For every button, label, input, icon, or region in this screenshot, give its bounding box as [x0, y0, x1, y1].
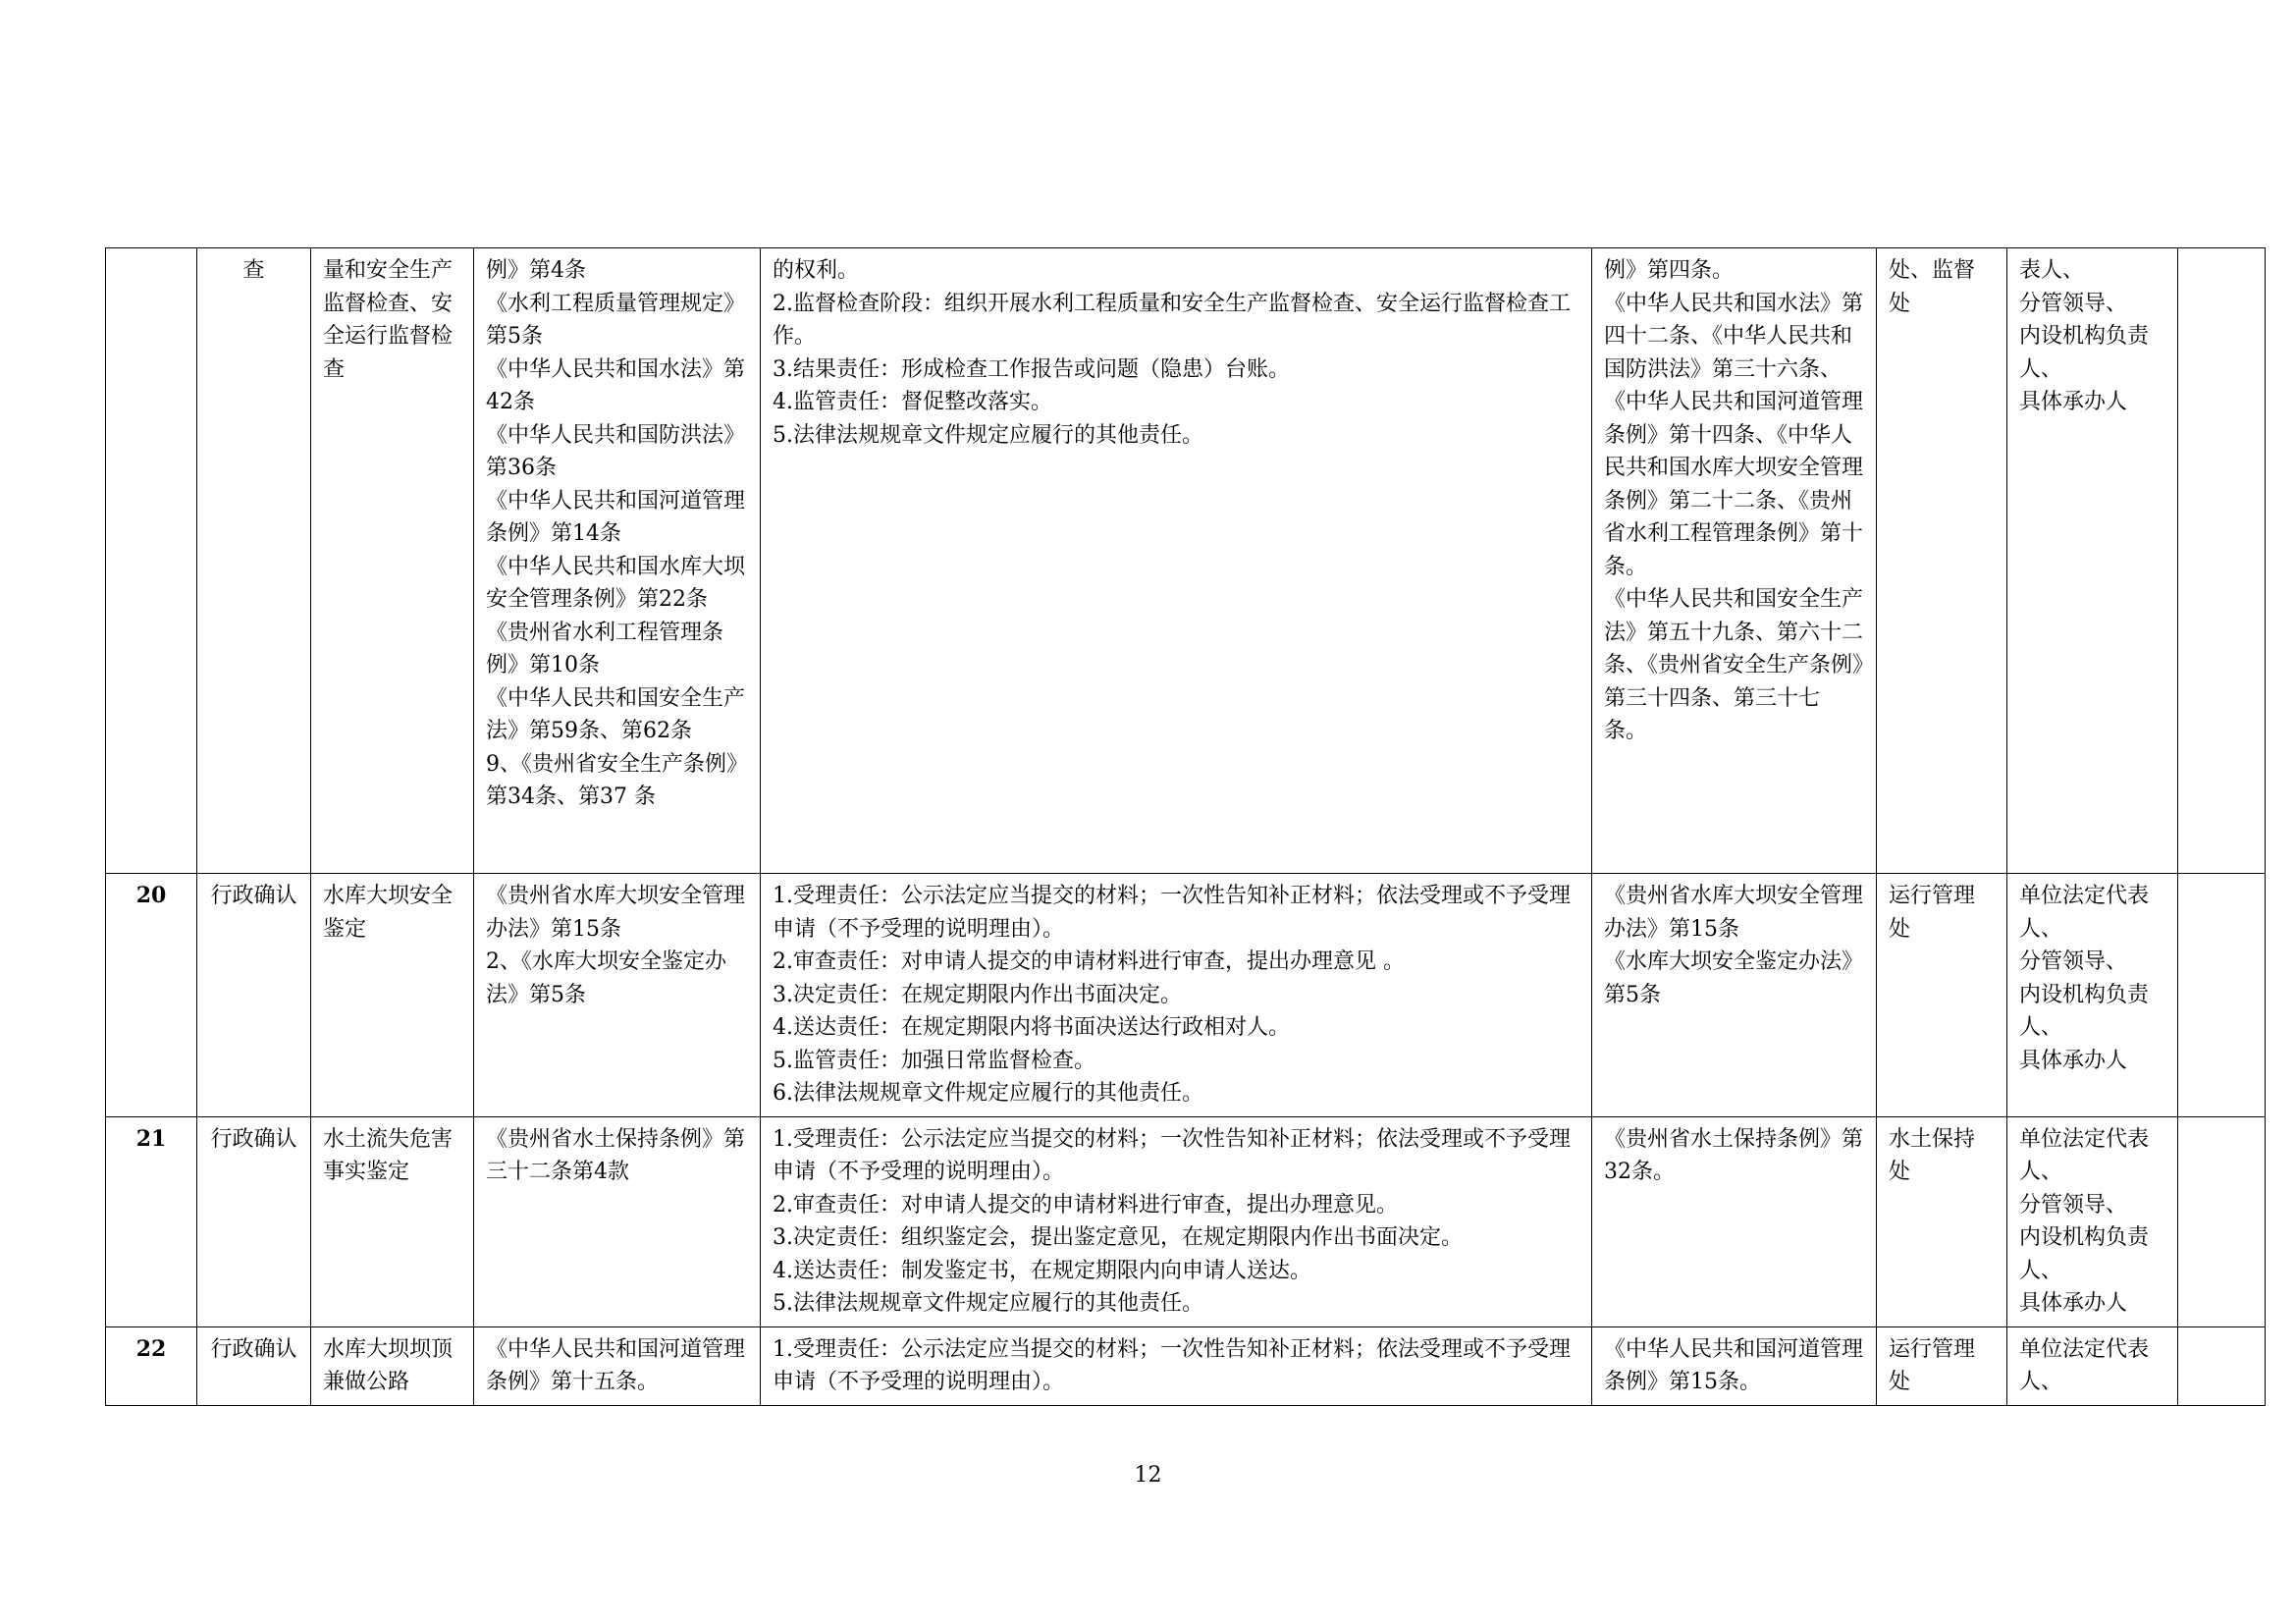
- table-row: [106, 874, 2266, 1117]
- legal-basis: 《贵州省水土保持条例》第三十二条第4款: [474, 1116, 761, 1326]
- legal-basis: 例》第4条 《水利工程质量管理规定》第5条 《中华人民共和国水法》第42条 《中华人民共和国防洪法》第36条 《中华人民共和国河道管理条例》第14条 《中华人民共和国水库大坝安全管理条例》第22条 《贵州省水利工程管理条例》第10条 《中华人民共和国安全生产法》第59条、第62条 9、《贵州省安全生产条例》第34条、第37 条: [474, 248, 761, 874]
- responsibility-items: 的权利。 2.监督检查阶段：组织开展水利工程质量和安全生产监督检查、安全运行监督检查工作。 3.结果责任：形成检查工作报告或问题（隐患）台账。 4.监管责任：督促整改落实。 5.法律法规规章文件规定应履行的其他责任。: [761, 248, 1592, 874]
- item-type: 查: [197, 248, 311, 874]
- row-number: 22: [106, 1326, 197, 1405]
- responsibility-items: 1.受理责任：公示法定应当提交的材料；一次性告知补正材料；依法受理或不予受理申请（不予受理的说明理由）。 2.审查责任：对申请人提交的申请材料进行审查，提出办理意见。 3.决定责任：组织鉴定会，提出鉴定意见，在规定期限内作出书面决定。 4.送达责任：制发鉴定书，在规定期限内向申请人送达。 5.法律法规规章文件规定应履行的其他责任。: [761, 1116, 1592, 1326]
- item-name: 水土流失危害事实鉴定: [311, 1116, 474, 1326]
- row-number: 21: [106, 1116, 197, 1326]
- responsibility-table: [105, 247, 2266, 1406]
- row-number: 20: [106, 874, 197, 1117]
- row-number: [106, 248, 197, 874]
- responsible-person: 单位法定代表人、 分管领导、 内设机构负责人、 具体承办人: [2007, 874, 2178, 1117]
- responsible-person: 表人、 分管领导、 内设机构负责人、 具体承办人: [2007, 248, 2178, 874]
- responsibility-basis: 《贵州省水土保持条例》第32条。: [1592, 1116, 1877, 1326]
- responsibility-basis: 《中华人民共和国河道管理条例》第15条。: [1592, 1326, 1877, 1405]
- responsibility-basis: 例》第四条。 《中华人民共和国水法》第四十二条、《中华人民共和国防洪法》第三十六条、《中华人民共和国河道管理条例》第十四条、《中华人民共和国水库大坝安全管理条例》第二十二条、《贵州省水利工程管理条例》第十条。 《中华人民共和国安全生产法》第五十九条、第六十二条、《贵州省安全生产条例》第三十四条、第三十七 条。: [1592, 248, 1877, 874]
- page-number: 12: [1134, 1463, 1162, 1488]
- note-cell: [2178, 1326, 2266, 1405]
- table-row: [106, 1326, 2266, 1405]
- responsible-department: 运行管理处: [1877, 1326, 2007, 1405]
- item-type: 行政确认: [197, 1326, 311, 1405]
- item-type: 行政确认: [197, 1116, 311, 1326]
- responsibility-items: 1.受理责任：公示法定应当提交的材料；一次性告知补正材料；依法受理或不予受理申请（不予受理的说明理由）。: [761, 1326, 1592, 1405]
- legal-basis: 《贵州省水库大坝安全管理办法》第15条 2、《水库大坝安全鉴定办法》第5条: [474, 874, 761, 1117]
- responsible-department: 处、监督处: [1877, 248, 2007, 874]
- legal-basis: 《中华人民共和国河道管理条例》第十五条。: [474, 1326, 761, 1405]
- item-type: 行政确认: [197, 874, 311, 1117]
- item-name: 水库大坝坝顶兼做公路: [311, 1326, 474, 1405]
- note-cell: [2178, 248, 2266, 874]
- table-row: [106, 248, 2266, 874]
- responsible-person: 单位法定代表人、 分管领导、 内设机构负责人、 具体承办人: [2007, 1116, 2178, 1326]
- responsibility-items: 1.受理责任：公示法定应当提交的材料；一次性告知补正材料；依法受理或不予受理申请（不予受理的说明理由）。 2.审查责任：对申请人提交的申请材料进行审查，提出办理意见 。 3.决定责任：在规定期限内作出书面决定。 4.送达责任：在规定期限内将书面决送达行政相对人。 5.监管责任：加强日常监督检查。 6.法律法规规章文件规定应履行的其他责任。: [761, 874, 1592, 1117]
- responsible-department: 运行管理处: [1877, 874, 2007, 1117]
- table-row: [106, 1116, 2266, 1326]
- note-cell: [2178, 874, 2266, 1117]
- responsible-department: 水土保持处: [1877, 1116, 2007, 1326]
- item-name: 量和安全生产监督检查、安全运行监督检查: [311, 248, 474, 874]
- responsible-person: 单位法定代表人、: [2007, 1326, 2178, 1405]
- responsibility-basis: 《贵州省水库大坝安全管理办法》第15条 《水库大坝安全鉴定办法》第5条: [1592, 874, 1877, 1117]
- item-name: 水库大坝安全鉴定: [311, 874, 474, 1117]
- note-cell: [2178, 1116, 2266, 1326]
